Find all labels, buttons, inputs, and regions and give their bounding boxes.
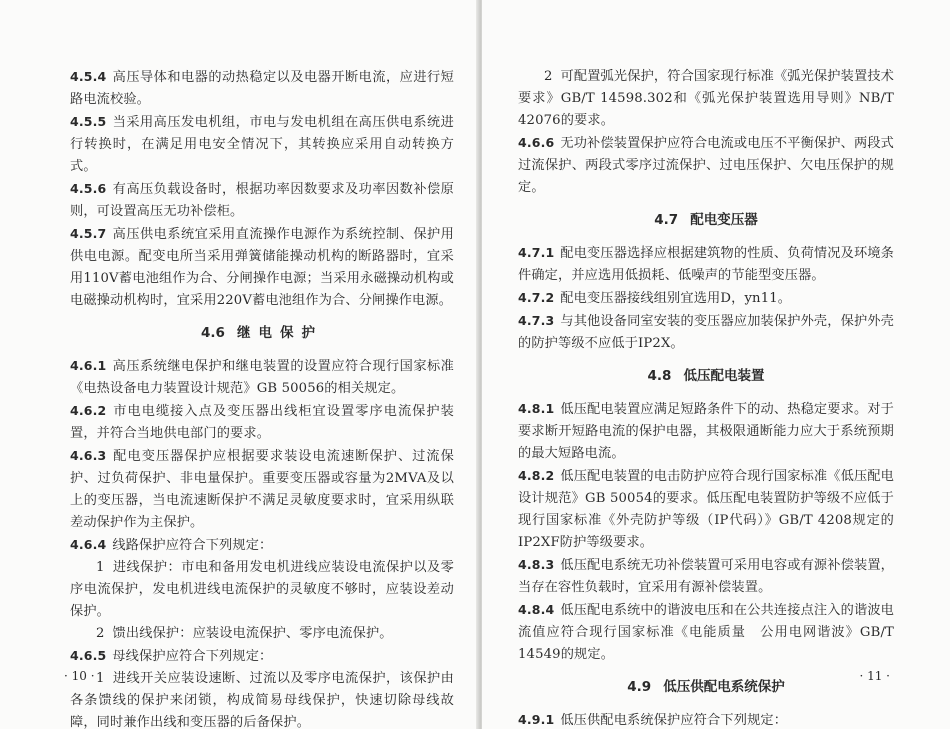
clause-text: 低压配电系统无功补偿装置可采用电容或有源补偿装置，当存在容性负载时，宜采用有源补偿装置。 bbox=[518, 558, 894, 595]
clause-text: 与其他设备同室安装的变压器应加装保护外壳，保护外壳的防护等级不应低于IP2X。 bbox=[518, 314, 894, 351]
clause-number: 4.5.6 bbox=[70, 181, 107, 196]
clause-number: 4.7.3 bbox=[518, 313, 555, 328]
clause-text: 低压配电系统中的谐波电压和在公共连接点注入的谐波电流值应符合现行国家标准《电能质量 公用电网谐波》GB/T 14549的规定。 bbox=[518, 603, 894, 662]
section-title: 低压供配电系统保护 bbox=[663, 679, 785, 695]
clause-number: 4.7.2 bbox=[518, 290, 555, 305]
clause-number: 4.8.3 bbox=[518, 557, 555, 572]
clause-text: 低压配电装置的电击防护应符合现行国家标准《低压配电设计规范》GB 50054的要求。低压配电装置防护等级不应低于现行国家标准《外壳防护等级（IP代码）》GB/T 4208规定的IP2XF防护等级要求。 bbox=[518, 469, 894, 550]
clause-text: 配电变压器保护应根据要求装设电流速断保护、过流保护、过负荷保护、非电量保护。重要变压器或容量为2MVA及以上的变压器，当电流速断保护不满足灵敏度要求时，宜采用纵联差动保护作为主保护。 bbox=[70, 449, 454, 530]
clause-text: 无功补偿装置保护应符合电流或电压不平衡保护、两段式过流保护、两段式零序过流保护、过电压保护、欠电压保护的规定。 bbox=[518, 136, 894, 195]
section-title: 配电变压器 bbox=[690, 212, 758, 228]
clause-text: 高压系统继电保护和继电装置的设置应符合现行国家标准《电热设备电力装置设计规范》GB 50056的相关规定。 bbox=[70, 359, 454, 396]
item-number: 1 bbox=[96, 671, 105, 686]
clause-text: 低压供配电系统保护应符合下列规定： bbox=[560, 713, 788, 728]
clause-number: 4.6.3 bbox=[70, 448, 107, 463]
clause-text: 馈出线保护：应装设电流保护、零序电流保护。 bbox=[112, 626, 393, 641]
item-number: 2 bbox=[96, 626, 105, 641]
clause-text: 进线保护：市电和备用发电机进线应装设电流保护以及零序电流保护，发电机进线电流保护的灵敏度不够时，应装设差动保护。 bbox=[70, 560, 454, 619]
clause-text: 线路保护应符合下列规定： bbox=[112, 538, 273, 553]
clause-text: 配电变压器接线组别宜选用D，yn11。 bbox=[560, 291, 792, 306]
section-heading bbox=[518, 676, 894, 698]
clause-paragraph bbox=[70, 355, 454, 400]
clause-paragraph bbox=[70, 400, 454, 445]
page-number-left: · 10 · bbox=[64, 669, 95, 683]
item-number: 1 bbox=[96, 560, 105, 575]
section-heading bbox=[70, 322, 454, 344]
clause-text: 低压配电装置应满足短路条件下的动、热稳定要求。对于要求断开短路电流的保护电器，其极限通断能力应大于系统预期的最大短路电流。 bbox=[518, 402, 894, 461]
section-number: 4.9 bbox=[627, 679, 652, 695]
section-title: 低压配电装置 bbox=[683, 368, 765, 384]
clause-text: 高压供电系统宜采用直流操作电源作为系统控制、保护用供电电源。配变电所当采用弹簧储能操动机构的断路器时，宜采用110V蓄电池组作为合、分闸操作电源；当采用永磁操动机构或电磁操动机构时，宜采用220V蓄电池组作为合、分闸操作电源。 bbox=[70, 227, 454, 308]
item-number: 2 bbox=[544, 69, 553, 84]
left-page-content bbox=[70, 66, 454, 734]
clause-number: 4.5.7 bbox=[70, 226, 107, 241]
right-page bbox=[482, 0, 950, 729]
left-page bbox=[0, 0, 478, 729]
clause-number: 4.6.2 bbox=[70, 403, 107, 418]
list-item bbox=[518, 66, 894, 132]
clause-paragraph bbox=[518, 465, 894, 554]
clause-paragraph bbox=[70, 66, 454, 111]
clause-paragraph bbox=[518, 287, 894, 310]
clause-number: 4.6.5 bbox=[70, 648, 107, 663]
clause-number: 4.5.5 bbox=[70, 114, 107, 129]
page-number-right: · 11 · bbox=[859, 669, 890, 683]
right-page-content bbox=[518, 66, 894, 732]
clause-number: 4.9.1 bbox=[518, 712, 555, 727]
clause-paragraph bbox=[70, 445, 454, 534]
section-number: 4.7 bbox=[654, 212, 679, 228]
clause-number: 4.7.1 bbox=[518, 245, 555, 260]
list-item bbox=[70, 557, 454, 623]
clause-number: 4.6.1 bbox=[70, 358, 107, 373]
clause-paragraph bbox=[70, 645, 454, 668]
clause-number: 4.8.4 bbox=[518, 602, 555, 617]
clause-paragraph bbox=[70, 111, 454, 178]
clause-paragraph bbox=[518, 242, 894, 287]
clause-text: 市电电缆接入点及变压器出线柜宜设置零序电流保护装置，并符合当地供电部门的要求。 bbox=[70, 404, 454, 441]
clause-paragraph bbox=[518, 554, 894, 599]
clause-text: 当采用高压发电机组，市电与发电机组在高压供电系统进行转换时，在满足用电安全情况下，其转换应采用自动转换方式。 bbox=[70, 115, 454, 174]
section-number: 4.8 bbox=[647, 368, 672, 384]
clause-number: 4.6.6 bbox=[518, 135, 555, 150]
clause-text: 有高压负载设备时，根据功率因数要求及功率因数补偿原则，可设置高压无功补偿柜。 bbox=[70, 182, 454, 219]
clause-paragraph bbox=[518, 398, 894, 465]
list-item bbox=[70, 623, 454, 645]
clause-paragraph bbox=[518, 132, 894, 199]
clause-text: 可配置弧光保护，符合国家现行标准《弧光保护装置技术要求》GB/T 14598.302和《弧光保护装置选用导则》NB/T 42076的要求。 bbox=[518, 69, 894, 128]
clause-text: 进线开关应装设速断、过流以及零序电流保护，该保护由各条馈线的保护来闭锁，构成简易母线保护，快速切除母线故障，同时兼作出线和变压器的后备保护。 bbox=[70, 671, 454, 730]
clause-text: 母线保护应符合下列规定： bbox=[112, 649, 273, 664]
section-heading bbox=[518, 365, 894, 387]
section-title: 继电保护 bbox=[236, 325, 323, 341]
clause-number: 4.8.1 bbox=[518, 401, 555, 416]
clause-text: 配电变压器选择应根据建筑物的性质、负荷情况及环境条件确定，并应选用低损耗、低噪声的节能型变压器。 bbox=[518, 246, 894, 283]
clause-paragraph bbox=[70, 178, 454, 223]
clause-paragraph bbox=[70, 223, 454, 312]
clause-paragraph bbox=[70, 534, 454, 557]
clause-number: 4.5.4 bbox=[70, 69, 107, 84]
clause-text: 高压导体和电器的动热稳定以及电器开断电流，应进行短路电流校验。 bbox=[70, 70, 454, 107]
clause-number: 4.8.2 bbox=[518, 468, 555, 483]
list-item bbox=[70, 668, 454, 734]
clause-paragraph bbox=[518, 599, 894, 666]
clause-number: 4.6.4 bbox=[70, 537, 107, 552]
section-number: 4.6 bbox=[201, 325, 225, 341]
clause-paragraph bbox=[518, 310, 894, 355]
section-heading bbox=[518, 209, 894, 231]
